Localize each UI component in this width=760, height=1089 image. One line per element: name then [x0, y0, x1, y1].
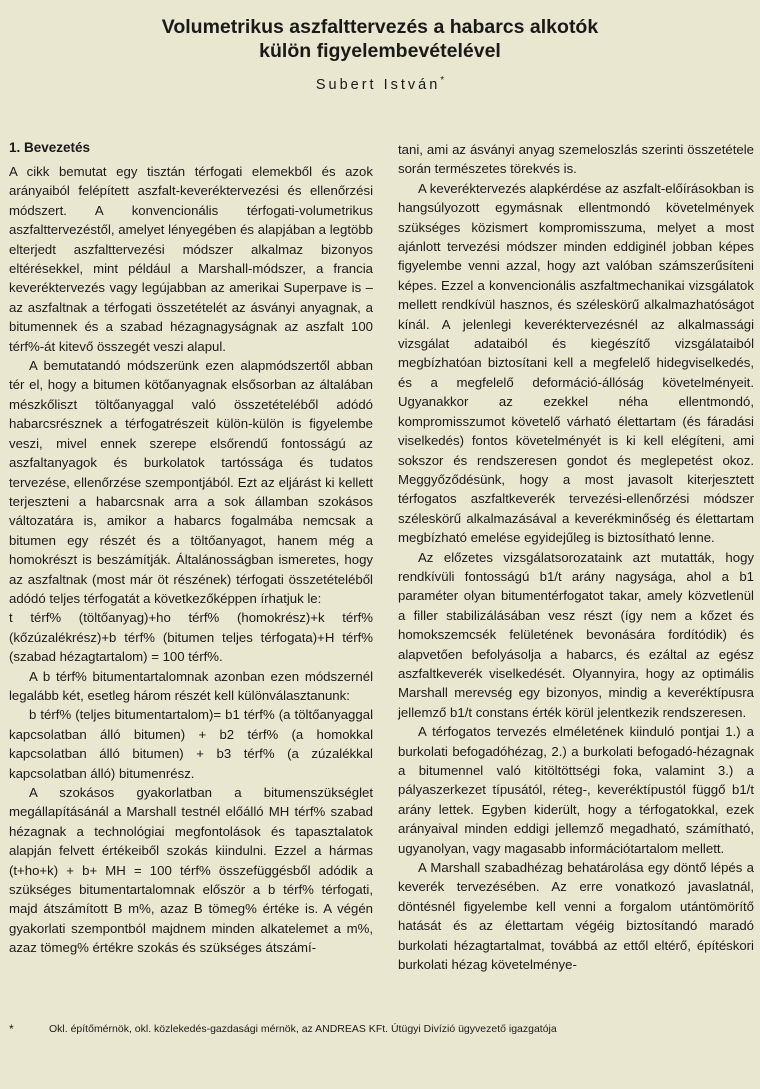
paragraph: A Marshall szabadhézag behatárolása egy döntő lépés a keverék tervezésében. Az erre vonatkozó javaslatnál, döntésnél figyelembe kell venni a forgalom utántömörítő hatását és az élettartam végéig biztosítandó maradó burkolati hézagtartalmat, továbbá az ettől eltérő, építéskori burkolati hézag követelménye- [398, 860, 754, 973]
footnote-mark: * [9, 1022, 14, 1036]
author-footnote-mark: * [440, 75, 445, 86]
paragraph: A b térf% bitumentartalomnak azonban ezen módszernél legalább két, esetleg három részét kell különválasztanunk: [9, 668, 373, 703]
right-column [398, 140, 754, 974]
bitumen-formula: b térf% (teljes bitumentartalom)= b1 térf% (a töltőanyaggal kapcsolatban álló bitumen) + b2 térf% (a homokkal kapcsolatban álló bitumen) + b3 térf% (a zúzalékkal kapcsolatban álló) bitumenrész. [9, 707, 373, 781]
author-name [0, 72, 760, 94]
article-title-line-2: külön figyelembevételével [259, 40, 501, 62]
footnote [9, 1022, 754, 1036]
paragraph: A cikk bemutat egy tisztán térfogati elemekből és azok arányaiból felépített aszfalt-keveréktervezési és ellenőrzési módszert. A konvencionális térfogati-volumetrikus aszfalttervezéstől, amelyet lényegében és alapjában a legtöbb elterjedt aszfalttervezési módszer alkalmaz bizonyos eltérésekkel, mint például a Marshall-módszer, a francia keveréktervezés vagy legújabban az amerikai Superpave is – az aszfaltnak a térfogati összetételét az ásványi anyagnak, a bitumennek és a szabad hézagnagyságnak az aszfalt 100 térf%-át kitevő összegét veszi alapul. [9, 164, 373, 354]
author-name-text: Subert István [315, 76, 441, 93]
paragraph: Az előzetes vizsgálatsorozataink azt mutatták, hogy rendkívüli fontosságú b1/t arány nagysága, ahol a b1 paraméter olyan bitumentérfogatot takar, amely közvetlenül a filler stabilizálásában vesz részt (így nem a kőzet és homokszemcsék felületének bevonására fordítódik) és alapvetően befolyásolja a habarcs, és ezáltal az egész aszfaltkeverék viselkedését. Olyannyira, hogy az optimális Marshall merevség egy bizonyos, mindig a keveréktípusra jellemző b1/t constans érték körül jelentkezik rendszeresen. [398, 549, 754, 720]
paragraph: tani, ami az ásványi anyag szemeloszlás szerinti összetétele során természetes törekvés is. [398, 142, 754, 177]
paragraph: A térfogatos tervezés elméletének kiinduló pontjai 1.) a burkolati befogadóhézag, 2.) a burkolati befogadó-hézagnak a bitumennel való kitöltöttségi foka, valamint 3.) a pályaszerkezet típusától, réteg-, keveréktípustól függő b1/t arány lettek. Egyben kiderült, hogy a térfogatokkal, ezek arányaival minden eddigi jellemző megadható, számítható, ugyanolyan, vagy magasabb információtartalom mellett. [398, 724, 754, 856]
left-column [9, 138, 373, 958]
paragraph: A szokásos gyakorlatban a bitumenszükséglet megállapításánál a Marshall testnél előálló MH térf% szabad hézagnak a technológiai megfontolások és tapasztalatok alapján felvett értékeiből szokás kiindulni. Ezzel a hármas (t+ho+k) + b+ MH = 100 térf% összefüggésből adódik a szükséges bitumentartalomnak először a b térf% térfogati, majd átszámított B m%, azaz B tömeg% értéke is. A végén gyakorlati szempontból majdnem minden alkatelemet a m%, azaz tömeg% értékre szokás és szükséges átszámí- [9, 785, 373, 956]
volume-formula: t térf% (töltőanyag)+ho térf% (homokrész)+k térf% (kőzúzalékrész)+b térf% (bitumen teljes térfogata)+H térf% (szabad hézagtartalom) = 100 térf%. [9, 610, 373, 665]
article-title-line-1: Volumetrikus aszfalttervezés a habarcs alkotók [161, 16, 599, 38]
footnote-text: Okl. építőmérnök, okl. közlekedés-gazdasági mérnök, az ANDREAS KFt. Útügyi Divízió ügyvezető igazgatója [49, 1023, 557, 1035]
paragraph: A keveréktervezés alapkérdése az aszfalt-előírásokban is hangsúlyozott egymásnak ellentmondó követelmények szükséges közismert kompromisszuma, melyet a most ajánlott tervezési módszer minden eddiginél jobban képes figyelembe venni azzal, hogy azt valóban számszerűsíteni képes. Ezzel a konvencionális aszfaltmechanikai vizsgálatok mellett rendkívül hasznos, és széleskörű alkalmazhatóságot kínál. A jelenlegi keveréktervezésnél az alkalmassági vizsgálat adataiból és kiegészítő vizsgálataiból megbízhatóan biztosítani kell a megfelelő hidegviselkedés, és a megfelelő deformáció-állóság követelményeit. Ugyanakkor az ezekkel néha ellentmondó, kompromisszumot követelő várható élettartam (és fáradási viselkedés) fontos követelményét is ki kell elégíteni, ami sokszor és rendszeresen gondot és meglepetést okoz. Meggyőződésünk, hogy a most javasolt kiterjesztett térfogatos aszfaltkeverék tervezési-ellenőrzési módszer széleskörű alkalmazásával a keverékminőség és élettartam megbízható emelése egyidejűleg is biztosítható lenne. [398, 180, 754, 546]
paragraph: A bemutatandó módszerünk ezen alapmódszertől abban tér el, hogy a bitumen kötőanyagnak elsősorban az általában mészkőliszt töltőanyaggal való összetételéből adódó habarcsrésznek a térfogatrészeit külön-külön is figyelembe veszi, mivel ennek szerepe elsőrendű fontosságú az aszfaltanyagok és burkolatok tartóssága és tudatos tervezése, ellenőrzése szempontjából. Ezt az eljárást ki kellett terjeszteni a habarcsnak arra a sok államban szokásos változatára is, amikor a habarcs fogalmába nemcsak a bitumen egy részét és a töltőanyagot, hanem még a homokrészt is beszámítják. Általánosságban ismeretes, hogy az aszfaltnak (most már öt részének) térfogati összetételéből adódó teljes térfogatát a következőképpen írhatjuk le: [9, 358, 373, 606]
section-heading: 1. Bevezetés [9, 140, 91, 155]
